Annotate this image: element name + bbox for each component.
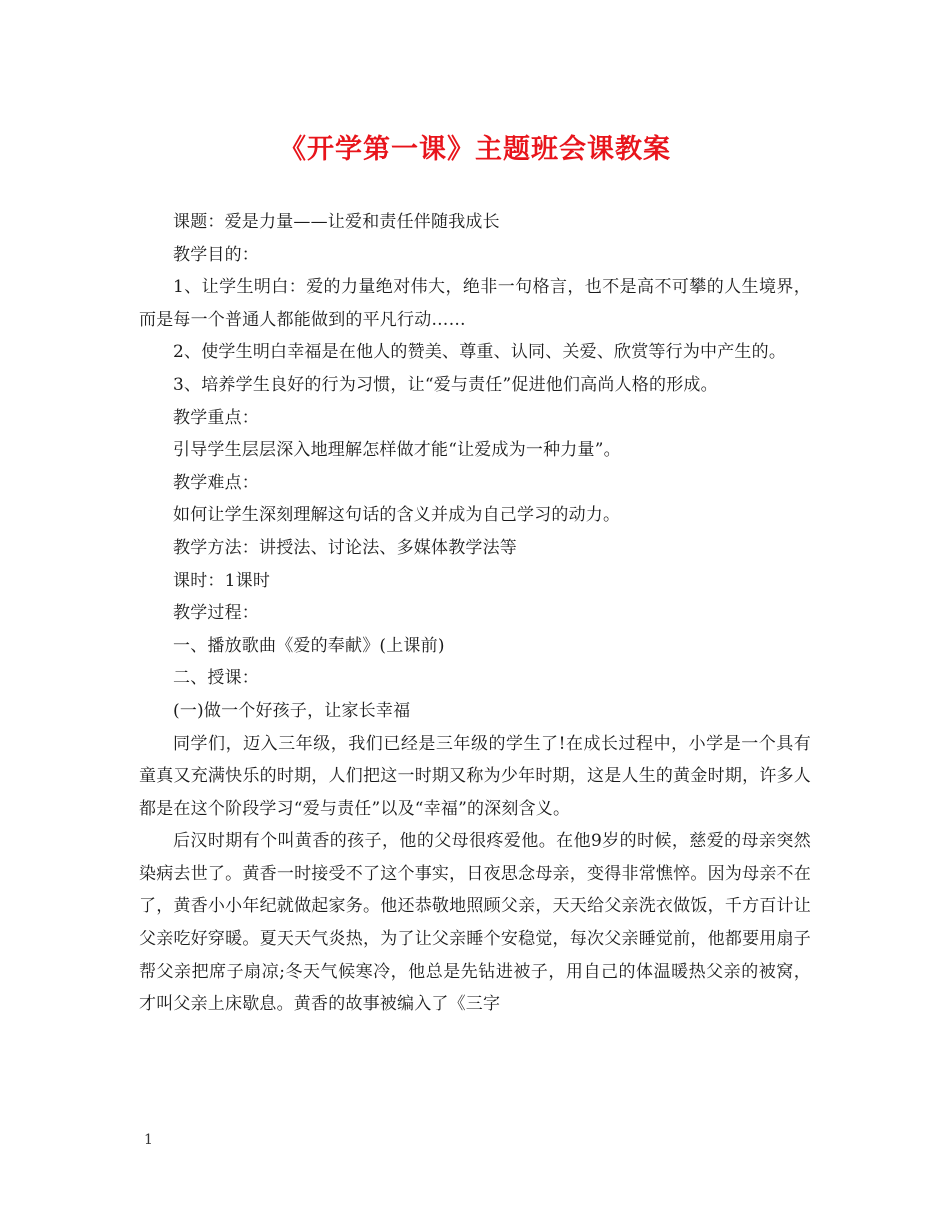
page-title: 《开学第一课》主题班会课教案 <box>279 134 671 165</box>
paragraph-subsection-1: (一)做一个好孩子，让家长幸福 <box>173 700 411 721</box>
paragraph-key-points-heading: 教学重点： <box>173 407 259 428</box>
paragraph-body-1: 同学们，迈入三年级，我们已经是三年级的学生了!在成长过程中，小学是一个具有童真又充满快乐的时期，人们把这一时期又称为少年时期，这是人生的黄金时期，许多人都是在这个阶段学习“爱与责任”以及“幸福”的深刻含义。 <box>139 733 811 819</box>
paragraph-class-hours: 课时：1课时 <box>173 570 271 591</box>
paragraph-key-points: 引导学生层层深入地理解怎样做才能“让爱成为一种力量”。 <box>173 440 621 461</box>
paragraph-methods: 教学方法：讲授法、讨论法、多媒体教学法等 <box>173 537 517 558</box>
paragraph-difficulties-heading: 教学难点： <box>173 472 259 493</box>
paragraph-process-heading: 教学过程： <box>173 603 259 624</box>
paragraph-step-2: 二、授课： <box>173 668 259 689</box>
paragraph-topic: 课题：爱是力量——让爱和责任伴随我成长 <box>173 212 500 232</box>
paragraph-objective-2: 2、使学生明白幸福是在他人的赞美、尊重、认同、关爱、欣赏等行为中产生的。 <box>173 342 787 363</box>
paragraph-objective-1: 1、让学生明白：爱的力量绝对伟大，绝非一句格言，也不是高不可攀的人生境界，而是每一个普通人都能做到的平凡行动…… <box>139 277 811 330</box>
paragraph-step-1: 一、播放歌曲《爱的奉献》(上课前) <box>173 635 445 656</box>
paragraph-objectives-heading: 教学目的： <box>173 244 259 265</box>
paragraph-body-2: 后汉时期有个叫黄香的孩子，他的父母很疼爱他。在他9岁的时候，慈爱的母亲突然染病去世了。黄香一时接受不了这个事实，日夜思念母亲，变得非常憔悴。因为母亲不在了，黄香小小年纪就做起家务。他还恭敬地照顾父亲，天天给父亲洗衣做饭，千方百计让父亲吃好穿暖。夏天天气炎热，为了让父亲睡个安稳觉，每次父亲睡觉前，他都要用扇子帮父亲把席子扇凉;冬天气候寒冷，他总是先钻进被子，用自己的体温暖热父亲的被窝，才叫父亲上床歇息。黄香的故事被编入了《三字 <box>139 831 811 1015</box>
paragraph-objective-3: 3、培养学生良好的行为习惯，让“爱与责任”促进他们高尚人格的形成。 <box>173 374 718 395</box>
page-number: 1 <box>144 1132 153 1148</box>
document-body <box>139 206 811 1021</box>
paragraph-difficulties: 如何让学生深刻理解这句话的含义并成为自己学习的动力。 <box>173 505 621 526</box>
